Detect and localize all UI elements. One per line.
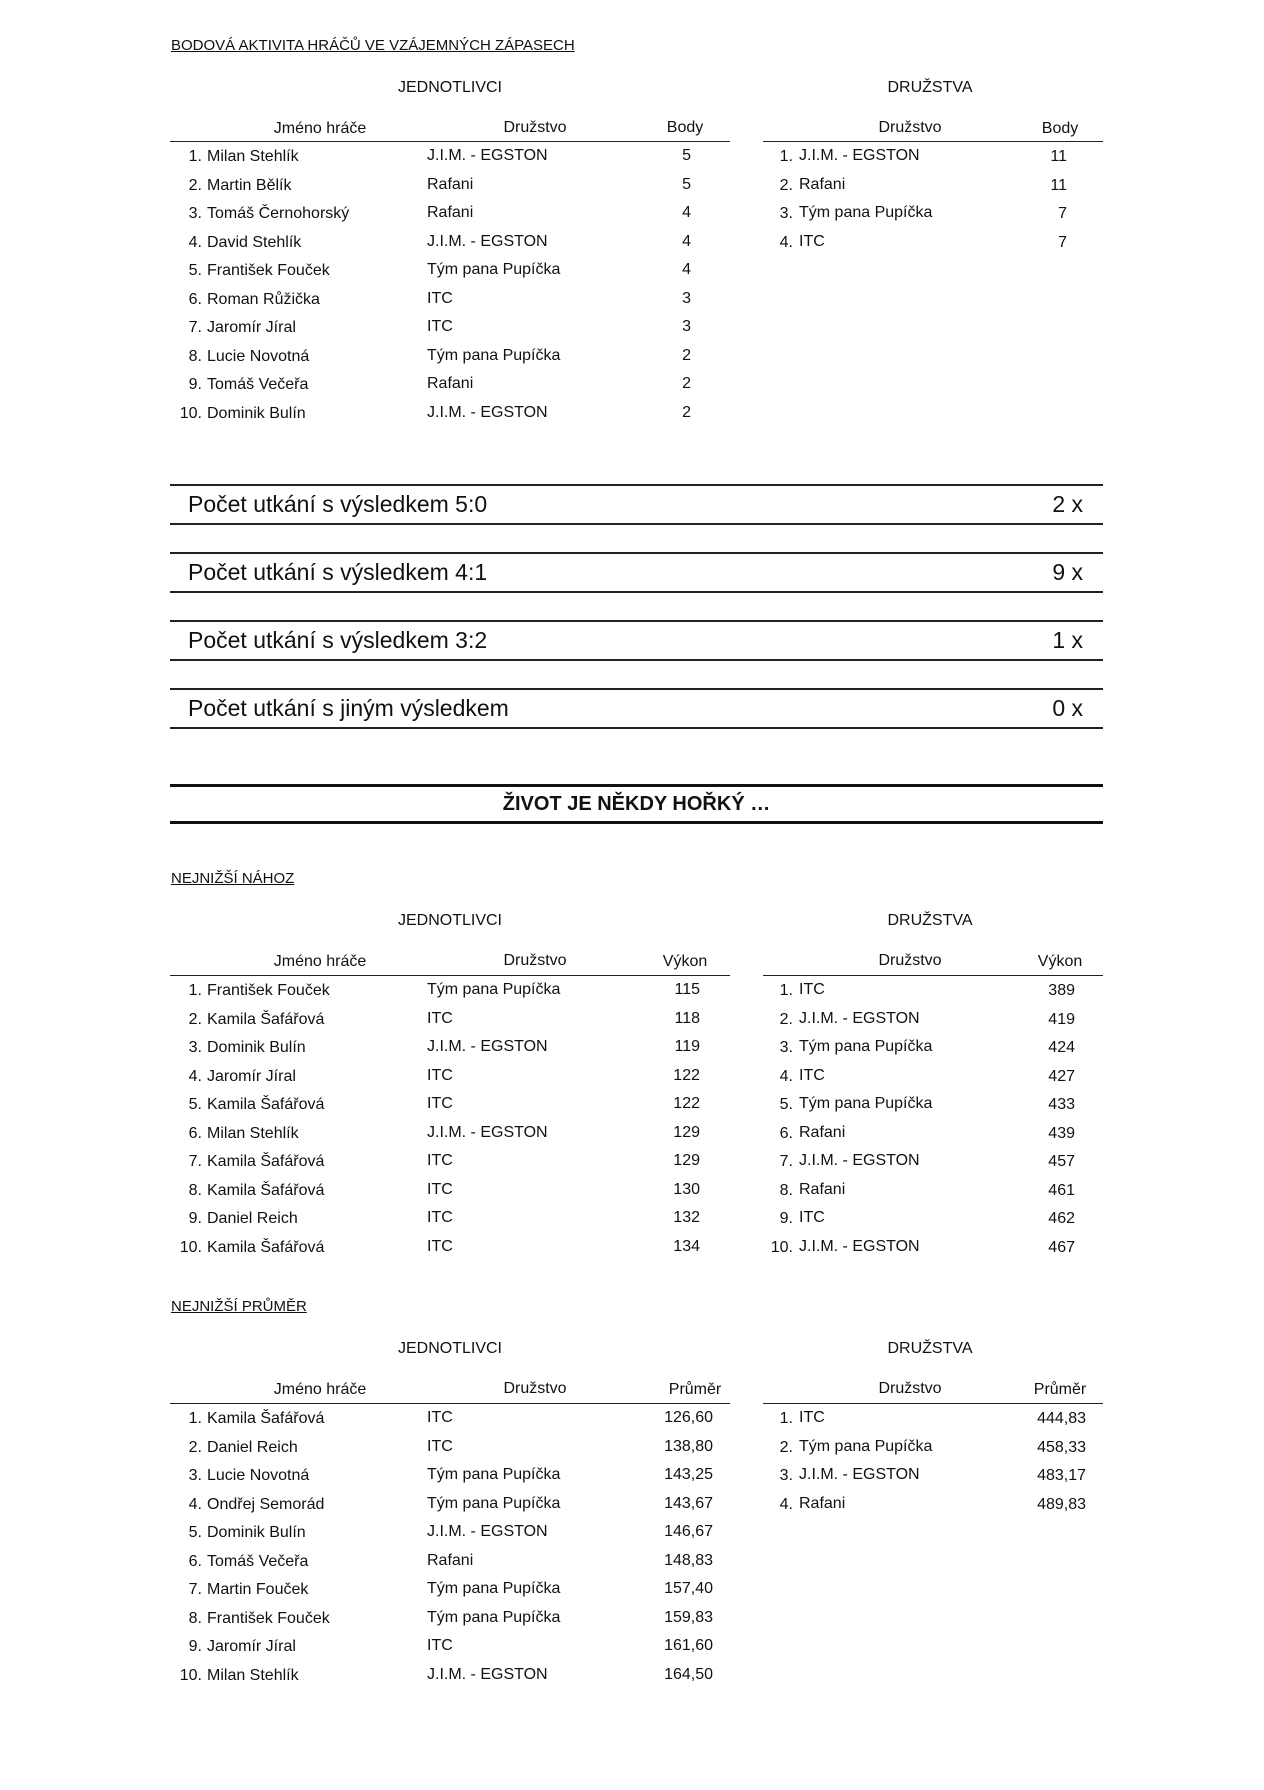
team-row-value: 457 xyxy=(1048,1153,1075,1170)
row-team: J.I.M. - EGSTON xyxy=(427,1038,548,1055)
row-value: 5 xyxy=(682,175,691,193)
row-value: 132 xyxy=(673,1209,700,1226)
row-rank: 6. xyxy=(188,1124,202,1142)
row-value: 4 xyxy=(682,261,691,278)
team-row-value: 462 xyxy=(1048,1210,1075,1227)
row-value: 2 xyxy=(682,346,691,364)
team-row-value: 7 xyxy=(1058,205,1067,222)
row-team: ITC xyxy=(427,1209,453,1226)
team-row-value: 11 xyxy=(1050,148,1067,165)
row-player-name: Milan Stehlík xyxy=(207,1124,299,1142)
count-value: 0 x xyxy=(1052,695,1083,721)
row-rank: 4. xyxy=(188,233,202,251)
team-row-value: 389 xyxy=(1048,982,1075,999)
row-player-name: Martin Bělík xyxy=(207,176,292,194)
team-row-value: 483,17 xyxy=(1037,1467,1086,1484)
team-col-header-performance: Výkon xyxy=(1037,953,1083,970)
team-row-rank: 4. xyxy=(779,1067,793,1085)
row-player-name: Tomáš Večeřa xyxy=(207,1552,309,1570)
section-title-lowest-average: NEJNIŽŠÍ PRŮMĚR xyxy=(171,1298,307,1315)
row-team: J.I.M. - EGSTON xyxy=(427,1665,548,1683)
team-row-name: J.I.M. - EGSTON xyxy=(799,1237,920,1255)
team-row-name: Rafani xyxy=(799,175,846,193)
row-player-name: Daniel Reich xyxy=(207,1438,298,1456)
row-player-name: Kamila Šafářová xyxy=(207,1096,325,1113)
row-value: 161,60 xyxy=(664,1637,713,1654)
team-row-name: Rafani xyxy=(799,1494,846,1512)
row-player-name: Tomáš Černohorský xyxy=(207,205,350,222)
row-team: Rafani xyxy=(427,175,474,193)
team-row-rank: 3. xyxy=(779,1467,793,1484)
team-row-name: Tým pana Pupíčka xyxy=(799,1437,933,1455)
row-team: Tým pana Pupíčka xyxy=(427,346,561,364)
row-value: 143,67 xyxy=(664,1494,713,1512)
row-value: 115 xyxy=(674,981,700,998)
row-rank: 5. xyxy=(188,262,202,279)
table-header-rule xyxy=(763,141,1103,142)
row-player-name: Kamila Šafářová xyxy=(207,1410,325,1427)
row-team: ITC xyxy=(427,1009,453,1027)
row-value: 129 xyxy=(673,1152,700,1169)
row-team: Rafani xyxy=(427,375,474,392)
team-row-name: J.I.M. - EGSTON xyxy=(799,1466,920,1483)
team-row-value: 467 xyxy=(1048,1238,1075,1256)
team-row-name: ITC xyxy=(799,1409,825,1426)
individuals-label: JEDNOTLIVCI xyxy=(397,912,502,929)
row-rank: 10. xyxy=(179,1238,202,1256)
count-value: 1 x xyxy=(1052,627,1083,653)
section-title-activity: BODOVÁ AKTIVITA HRÁČŮ VE VZÁJEMNÝCH ZÁPASECH xyxy=(171,37,575,54)
row-player-name: Martin Fouček xyxy=(207,1581,309,1598)
row-value: 5 xyxy=(682,147,691,164)
team-row-rank: 4. xyxy=(779,1495,793,1513)
team-row-rank: 1. xyxy=(779,1410,793,1427)
row-player-name: Jaromír Jíral xyxy=(207,1067,296,1085)
row-rank: 8. xyxy=(188,347,202,365)
col-header-name: Jméno hráče xyxy=(273,1381,367,1398)
row-rank: 9. xyxy=(188,1210,202,1227)
count-row xyxy=(170,484,1103,525)
teams-label: DRUŽSTVA xyxy=(887,1340,973,1357)
row-value: 164,50 xyxy=(664,1665,713,1683)
row-value: 129 xyxy=(673,1123,700,1141)
row-rank: 2. xyxy=(188,1010,202,1028)
count-value: 2 x xyxy=(1052,491,1083,517)
count-label: Počet utkání s výsledkem 3:2 xyxy=(188,627,488,653)
row-rank: 9. xyxy=(188,1638,202,1655)
row-player-name: Dominik Bulín xyxy=(207,1524,306,1541)
row-rank: 6. xyxy=(188,1552,202,1570)
row-team: Tým pana Pupíčka xyxy=(427,981,561,998)
table-header-rule xyxy=(170,1403,730,1404)
row-rank: 4. xyxy=(188,1495,202,1513)
row-rank: 2. xyxy=(188,176,202,194)
team-row-name: Tým pana Pupíčka xyxy=(799,1095,933,1112)
row-team: J.I.M. - EGSTON xyxy=(427,1123,548,1141)
team-row-rank: 4. xyxy=(779,233,793,251)
row-value: 2 xyxy=(682,403,691,421)
row-rank: 1. xyxy=(188,982,202,999)
team-row-rank: 2. xyxy=(779,1438,793,1456)
row-player-name: Kamila Šafářová xyxy=(207,1238,325,1256)
count-row xyxy=(170,620,1103,661)
team-row-rank: 3. xyxy=(779,205,793,222)
team-row-name: Tým pana Pupíčka xyxy=(799,1038,933,1055)
team-row-value: 427 xyxy=(1048,1067,1075,1085)
row-rank: 1. xyxy=(188,1410,202,1427)
row-value: 2 xyxy=(682,375,691,392)
col-header-points: Body xyxy=(666,119,704,136)
team-row-rank: 10. xyxy=(770,1238,793,1256)
team-row-rank: 3. xyxy=(779,1039,793,1056)
row-rank: 9. xyxy=(188,376,202,393)
row-value: 134 xyxy=(673,1237,700,1255)
table-header-rule xyxy=(170,141,730,142)
row-player-name: Lucie Novotná xyxy=(207,347,310,365)
row-player-name: Kamila Šafářová xyxy=(207,1153,325,1170)
team-col-header-team: Družstvo xyxy=(878,952,942,969)
section-banner xyxy=(170,784,1103,824)
row-player-name: František Fouček xyxy=(207,262,330,279)
team-row-rank: 9. xyxy=(779,1210,793,1227)
row-value: 143,25 xyxy=(664,1466,713,1483)
team-row-rank: 1. xyxy=(779,148,793,165)
team-row-name: ITC xyxy=(799,981,825,998)
row-team: J.I.M. - EGSTON xyxy=(427,147,548,164)
section-title-lowest-throw: NEJNIŽŠÍ NÁHOZ xyxy=(171,870,295,887)
row-team: Rafani xyxy=(427,1551,474,1569)
row-player-name: František Fouček xyxy=(207,982,330,999)
table-header-rule xyxy=(170,975,730,976)
team-row-name: J.I.M. - EGSTON xyxy=(799,1009,920,1027)
team-row-name: Tým pana Pupíčka xyxy=(799,204,933,221)
row-rank: 8. xyxy=(188,1609,202,1627)
col-header-name: Jméno hráče xyxy=(273,953,367,970)
count-row xyxy=(170,552,1103,593)
col-header-team: Družstvo xyxy=(503,952,567,969)
row-player-name: Kamila Šafářová xyxy=(207,1010,325,1028)
row-value: 118 xyxy=(674,1009,700,1027)
col-header-team: Družstvo xyxy=(503,1380,567,1397)
row-value: 3 xyxy=(682,318,691,335)
row-player-name: Milan Stehlík xyxy=(207,148,299,165)
team-row-rank: 6. xyxy=(779,1124,793,1142)
count-label: Počet utkání s jiným výsledkem xyxy=(188,695,509,721)
row-team: Tým pana Pupíčka xyxy=(427,1494,561,1512)
count-label: Počet utkání s výsledkem 5:0 xyxy=(188,491,488,517)
teams-label: DRUŽSTVA xyxy=(887,912,973,929)
team-row-value: 424 xyxy=(1048,1039,1075,1056)
col-header-average: Průměr xyxy=(668,1381,722,1398)
team-col-header-average: Průměr xyxy=(1033,1381,1087,1398)
row-value: 138,80 xyxy=(664,1437,713,1455)
row-team: ITC xyxy=(427,1409,453,1426)
row-rank: 5. xyxy=(188,1096,202,1113)
team-row-rank: 8. xyxy=(779,1181,793,1199)
row-team: Rafani xyxy=(427,204,474,221)
row-value: 4 xyxy=(682,204,691,221)
team-row-name: J.I.M. - EGSTON xyxy=(799,147,920,164)
row-player-name: Jaromír Jíral xyxy=(207,319,296,336)
row-rank: 7. xyxy=(188,319,202,336)
row-team: J.I.M. - EGSTON xyxy=(427,232,548,250)
team-row-rank: 2. xyxy=(779,176,793,194)
row-player-name: Jaromír Jíral xyxy=(207,1638,296,1655)
row-team: Tým pana Pupíčka xyxy=(427,1466,561,1483)
col-header-name: Jméno hráče xyxy=(273,120,367,137)
team-row-rank: 7. xyxy=(779,1153,793,1170)
team-col-header-team: Družstvo xyxy=(878,1380,942,1397)
individuals-label: JEDNOTLIVCI xyxy=(397,79,502,96)
team-row-name: ITC xyxy=(799,1209,825,1226)
row-value: 130 xyxy=(673,1180,700,1198)
row-rank: 7. xyxy=(188,1581,202,1598)
row-team: ITC xyxy=(427,1095,453,1112)
row-rank: 8. xyxy=(188,1181,202,1199)
row-team: ITC xyxy=(427,1180,453,1198)
row-team: ITC xyxy=(427,1637,453,1654)
count-value: 9 x xyxy=(1052,559,1083,585)
team-col-header-points: Body xyxy=(1041,120,1079,137)
team-row-rank: 1. xyxy=(779,982,793,999)
count-row xyxy=(170,688,1103,729)
row-value: 126,60 xyxy=(664,1409,713,1426)
row-rank: 7. xyxy=(188,1153,202,1170)
row-rank: 5. xyxy=(188,1524,202,1541)
team-row-value: 444,83 xyxy=(1037,1410,1086,1427)
row-team: ITC xyxy=(427,1066,453,1084)
team-row-value: 7 xyxy=(1058,233,1067,251)
team-row-value: 458,33 xyxy=(1037,1438,1086,1456)
col-header-team: Družstvo xyxy=(503,119,567,136)
count-label: Počet utkání s výsledkem 4:1 xyxy=(188,559,488,585)
row-rank: 10. xyxy=(179,404,202,422)
row-player-name: František Fouček xyxy=(207,1609,330,1627)
team-row-value: 11 xyxy=(1050,176,1067,194)
team-row-rank: 2. xyxy=(779,1010,793,1028)
row-rank: 10. xyxy=(179,1666,202,1684)
row-rank: 3. xyxy=(188,205,202,222)
row-value: 122 xyxy=(673,1066,700,1084)
teams-label: DRUŽSTVA xyxy=(887,79,973,96)
team-row-value: 489,83 xyxy=(1037,1495,1086,1513)
team-row-name: Rafani xyxy=(799,1180,846,1198)
row-value: 3 xyxy=(682,289,691,307)
row-value: 122 xyxy=(673,1095,700,1112)
row-player-name: Dominik Bulín xyxy=(207,1039,306,1056)
row-value: 119 xyxy=(674,1038,700,1055)
row-team: J.I.M. - EGSTON xyxy=(427,1523,548,1540)
individuals-label: JEDNOTLIVCI xyxy=(397,1340,502,1357)
row-player-name: Roman Růžička xyxy=(207,290,320,308)
row-player-name: Ondřej Semorád xyxy=(207,1495,325,1513)
row-value: 148,83 xyxy=(664,1551,713,1569)
row-team: ITC xyxy=(427,289,453,307)
row-player-name: Kamila Šafářová xyxy=(207,1181,325,1199)
row-team: Tým pana Pupíčka xyxy=(427,1580,561,1597)
row-rank: 3. xyxy=(188,1039,202,1056)
row-player-name: Daniel Reich xyxy=(207,1210,298,1227)
table-header-rule xyxy=(763,975,1103,976)
row-value: 157,40 xyxy=(664,1580,713,1597)
row-value: 159,83 xyxy=(664,1608,713,1626)
row-player-name: Dominik Bulín xyxy=(207,404,306,422)
row-team: ITC xyxy=(427,1237,453,1255)
team-row-value: 419 xyxy=(1048,1010,1075,1028)
row-team: ITC xyxy=(427,318,453,335)
row-rank: 2. xyxy=(188,1438,202,1456)
row-team: J.I.M. - EGSTON xyxy=(427,403,548,421)
row-rank: 4. xyxy=(188,1067,202,1085)
row-team: ITC xyxy=(427,1152,453,1169)
banner-text: ŽIVOT JE NĚKDY HOŘKÝ … xyxy=(502,793,771,815)
row-team: Tým pana Pupíčka xyxy=(427,261,561,278)
row-rank: 6. xyxy=(188,290,202,308)
row-value: 4 xyxy=(682,232,691,250)
team-row-value: 461 xyxy=(1048,1181,1075,1199)
table-header-rule xyxy=(763,1403,1103,1404)
team-row-value: 439 xyxy=(1048,1124,1075,1142)
team-row-name: J.I.M. - EGSTON xyxy=(799,1152,920,1169)
team-row-name: Rafani xyxy=(799,1123,846,1141)
team-row-rank: 5. xyxy=(779,1096,793,1113)
row-player-name: Milan Stehlík xyxy=(207,1666,299,1684)
row-player-name: Lucie Novotná xyxy=(207,1467,310,1484)
row-value: 146,67 xyxy=(664,1523,713,1540)
team-row-value: 433 xyxy=(1048,1096,1075,1113)
team-row-name: ITC xyxy=(799,232,825,250)
row-team: Tým pana Pupíčka xyxy=(427,1608,561,1626)
row-team: ITC xyxy=(427,1437,453,1455)
row-rank: 3. xyxy=(188,1467,202,1484)
row-player-name: Tomáš Večeřa xyxy=(207,376,309,393)
col-header-performance: Výkon xyxy=(662,953,708,970)
row-player-name: David Stehlík xyxy=(207,233,302,251)
team-row-name: ITC xyxy=(799,1066,825,1084)
row-rank: 1. xyxy=(188,148,202,165)
team-col-header-team: Družstvo xyxy=(878,119,942,136)
